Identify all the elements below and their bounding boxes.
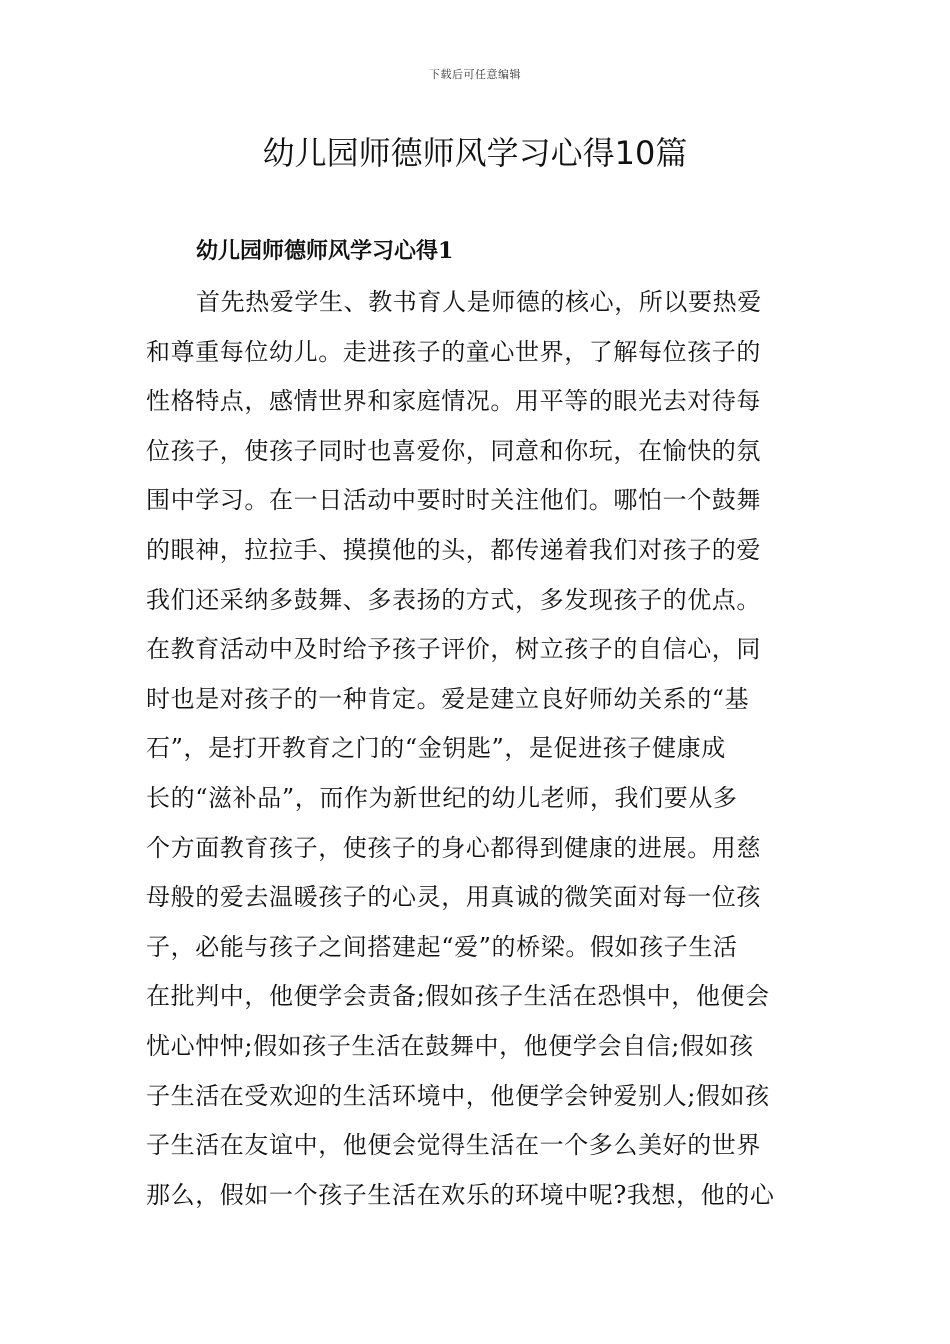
body-line: 母般的爱去温暖孩子的心灵，用真诚的微笑面对每一位孩 [146,883,761,912]
body-line: 子，必能与孩子之间搭建起“爱”的桥梁。假如孩子生活 [146,932,738,961]
body-line: 个方面教育孩子，使孩子的身心都得到健康的进展。用慈 [146,833,761,862]
body-line: 子生活在友谊中，他便会觉得生活在一个多么美好的世界 [146,1131,761,1160]
document-title: 幼儿园师德师风学习心得10篇 [262,134,688,172]
body-line: 我们还采纳多鼓舞、多表扬的方式，多发现孩子的优点。 [146,585,761,614]
body-line: 长的“滋补品”，而作为新世纪的幼儿老师，我们要从多 [146,783,738,812]
body-line: 那么，假如一个孩子生活在欢乐的环境中呢?我想，他的心 [146,1180,775,1209]
body-text [146,282,806,1224]
body-line: 在教育活动中及时给予孩子评价，树立孩子的自信心，同 [146,635,761,664]
body-line: 围中学习。在一日活动中要时时关注他们。哪怕一个鼓舞 [146,486,761,515]
body-line: 忧心忡忡;假如孩子生活在鼓舞中，他便学会自信;假如孩 [146,1031,754,1060]
body-line: 石”，是打开教育之门的“金钥匙”，是促进孩子健康成 [146,734,726,763]
body-line: 和尊重每位幼儿。走进孩子的童心世界，了解每位孩子的 [146,337,761,366]
body-line: 性格特点，感情世界和家庭情况。用平等的眼光去对待每 [146,387,761,416]
body-line: 首先热爱学生、教书育人是师德的核心，所以要热爱 [196,288,762,316]
header-note: 下载后可任意编辑 [429,68,521,81]
body-line: 时也是对孩子的一种肯定。爱是建立良好师幼关系的“基 [146,684,750,713]
section-heading: 幼儿园师德师风学习心得1 [196,238,454,264]
body-line: 的眼神，拉拉手、摸摸他的头，都传递着我们对孩子的爱 [146,535,761,564]
body-line: 子生活在受欢迎的生活环境中，他便学会钟爱别人;假如孩 [146,1081,770,1110]
body-line: 位孩子，使孩子同时也喜爱你，同意和你玩，在愉快的氛 [146,436,761,465]
body-line: 在批判中，他便学会责备;假如孩子生活在恐惧中，他便会 [146,982,770,1011]
